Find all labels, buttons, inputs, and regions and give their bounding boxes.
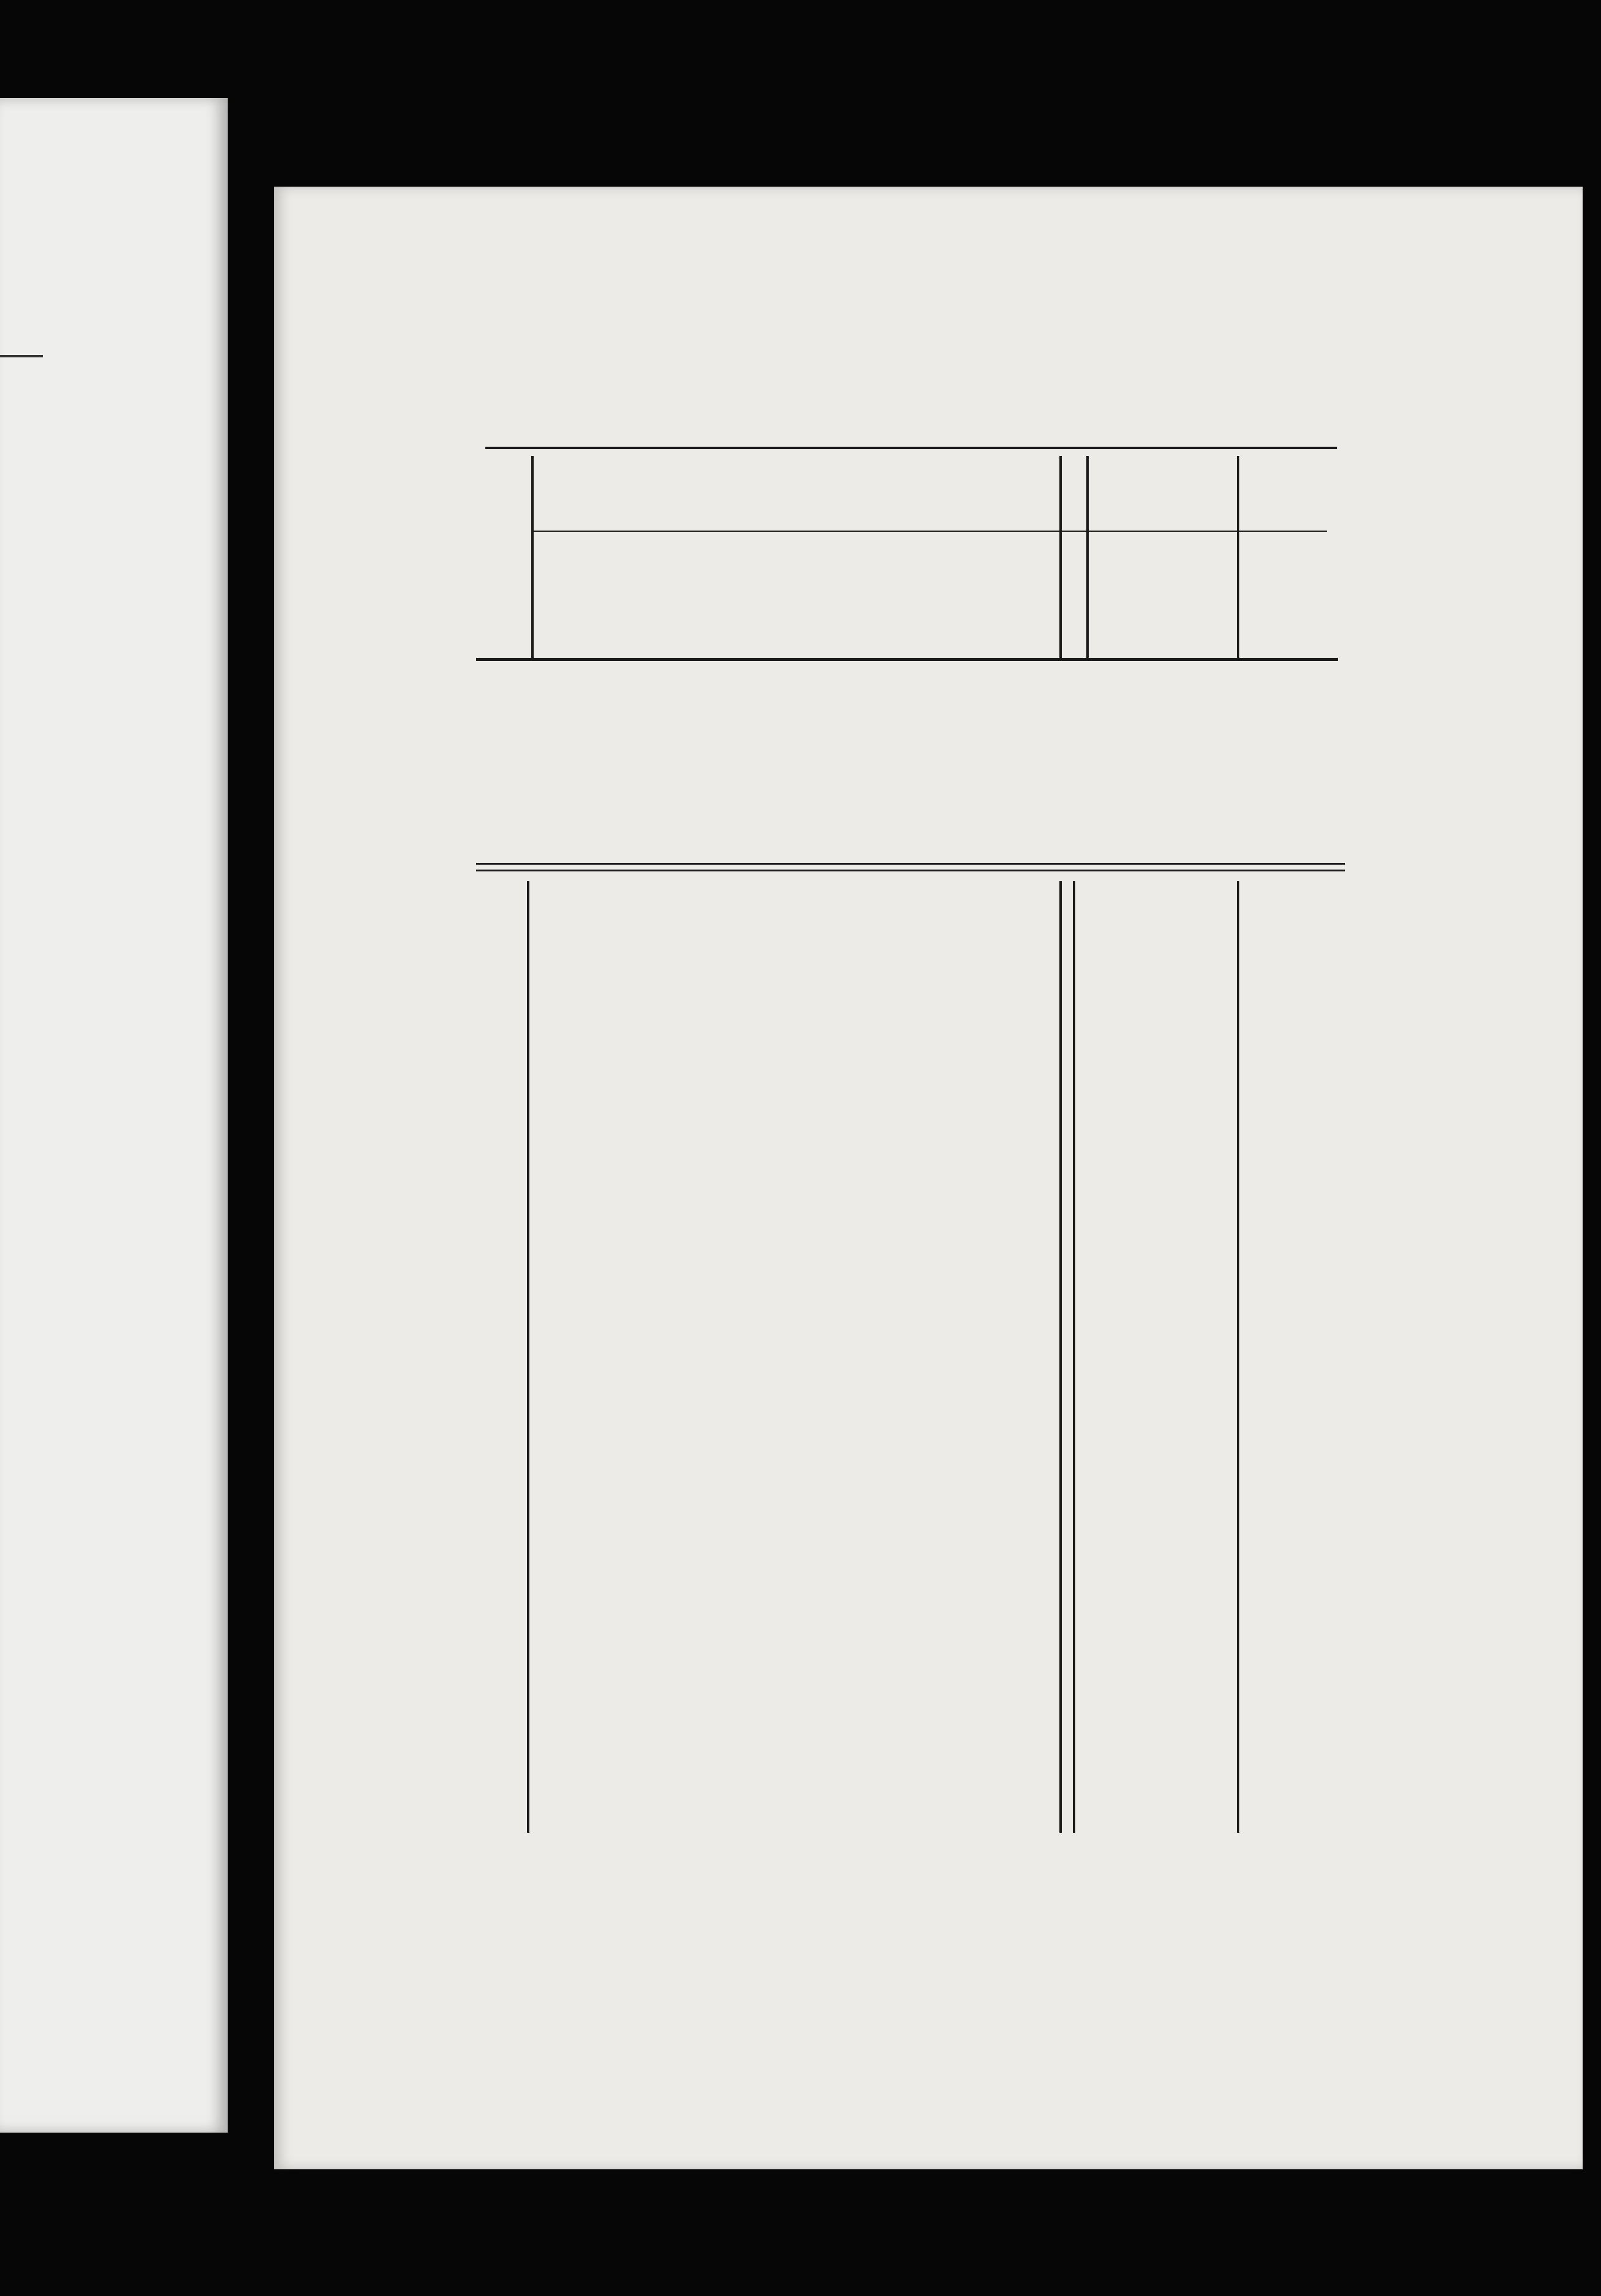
left-facing-page: [0, 98, 228, 2133]
misc-table-rule-1: [476, 863, 1345, 865]
col-rule-title: [531, 456, 534, 658]
catalogue-page: [274, 187, 1583, 2169]
left-page-rule: [0, 355, 43, 357]
misc-col-rule-title: [527, 881, 529, 1833]
col-rule-vols-left: [1059, 456, 1062, 658]
col-rule-year: [1237, 456, 1239, 658]
misc-table-rule-2: [476, 870, 1345, 871]
misc-col-rule-year: [1237, 881, 1239, 1833]
top-table-rule: [485, 447, 1337, 449]
misc-col-rule-vols-left: [1059, 881, 1062, 1833]
top-table-bottom-rule: [476, 658, 1338, 661]
col-rule-vols-right: [1086, 456, 1089, 658]
misc-col-rule-vols-right: [1073, 881, 1075, 1833]
header-underline: [531, 531, 1327, 532]
